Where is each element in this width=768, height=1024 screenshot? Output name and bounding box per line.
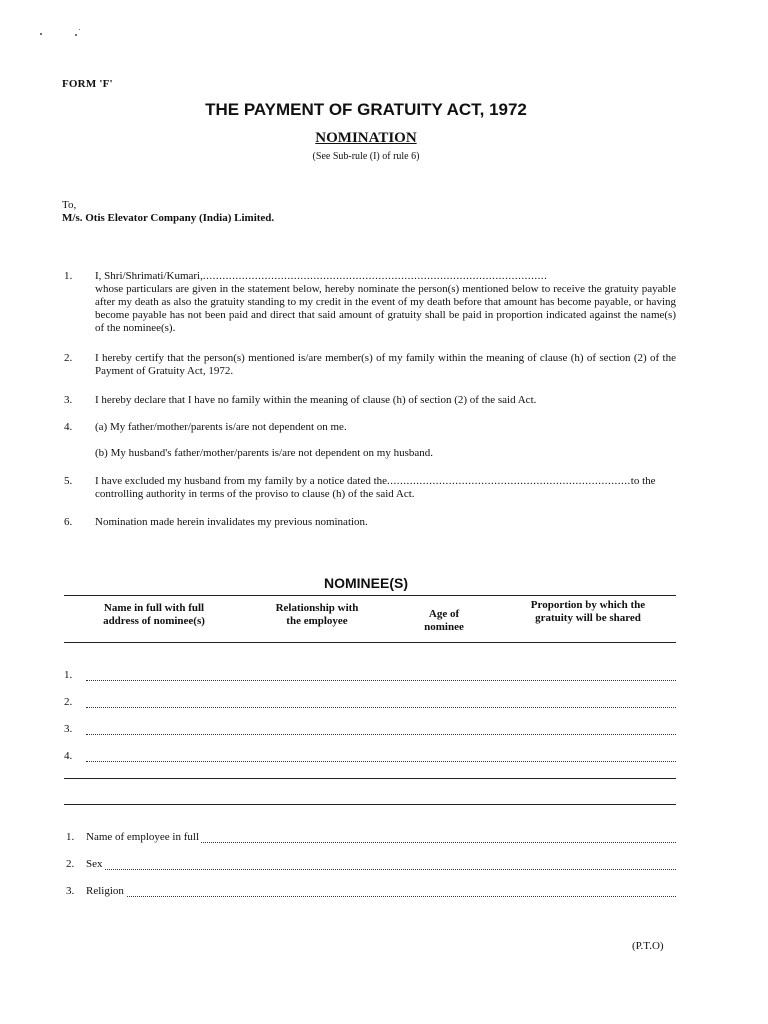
section-divider-rule	[64, 804, 676, 805]
clause-text: controlling authority in terms of the proviso to clause (h) of the said Act.	[95, 488, 415, 500]
clause-number: 4.	[64, 421, 73, 433]
clause-text: whose particulars are given in the statement below, hereby nominate the person(s) mentioned below to receive the gratuity payable after my death as also the gratuity standing to my credit in the event of my death before that amount has become payable, or having become payable has not been paid and direct that said amount of gratuity shall be paid in proportion indicated against the name(s) of the nominee(s).	[95, 283, 676, 334]
employee-name-row[interactable]	[62, 831, 676, 845]
employee-religion-row[interactable]	[62, 885, 676, 899]
clause-number: 1.	[64, 270, 73, 282]
row-number: 1.	[64, 669, 73, 681]
employee-name-label: Name of employee in full	[86, 831, 200, 843]
clause-5	[62, 475, 676, 501]
form-label: FORM 'F'	[62, 78, 113, 90]
row-number: 3.	[64, 723, 73, 735]
nominees-heading: NOMINEE(S)	[324, 575, 408, 591]
employee-sex-fill-line[interactable]	[86, 869, 676, 870]
clause-number: 3.	[64, 394, 73, 406]
clause-lead: I, Shri/Shrimati/Kumari,	[95, 270, 203, 282]
table-top-rule	[64, 595, 676, 596]
employee-sex-row[interactable]	[62, 858, 676, 872]
nomination-title: NOMINATION	[315, 130, 417, 146]
nominee-fill-line[interactable]	[86, 680, 676, 681]
clause-text: Nomination made herein invalidates my previous nomination.	[95, 516, 368, 528]
row-number: 4.	[64, 750, 73, 762]
clause-text: I hereby declare that I have no family within the meaning of clause (h) of section (2) of the said Act.	[95, 394, 537, 406]
nominee-row[interactable]	[62, 750, 676, 764]
clause-number: 6.	[64, 516, 73, 528]
table-header-rule	[64, 642, 676, 643]
column-header-age: Age of nominee	[424, 608, 464, 633]
nominee-row[interactable]	[62, 696, 676, 710]
clause-text-a: (a) My father/mother/parents is/are not dependent on me.	[95, 421, 347, 433]
column-header-relationship: Relationship with the employee	[275, 602, 359, 627]
nominee-fill-line[interactable]	[86, 707, 676, 708]
clause-4	[62, 421, 676, 460]
scan-speck	[75, 34, 77, 36]
row-number: 2.	[66, 858, 75, 870]
clause-text: I hereby certify that the person(s) mentioned is/are member(s) of my family within the meaning of clause (h) of section (2) of the Payment of Gratuity Act, 1972.	[95, 352, 676, 377]
row-number: 3.	[66, 885, 75, 897]
row-number: 2.	[64, 696, 73, 708]
nominee-fill-line[interactable]	[86, 761, 676, 762]
column-header-proportion: Proportion by which the gratuity will be shared	[530, 599, 646, 624]
nominee-row[interactable]	[62, 669, 676, 683]
row-number: 1.	[66, 831, 75, 843]
clause-1	[62, 270, 676, 335]
column-header-name: Name in full with full address of nominee(s)	[103, 602, 205, 627]
company-name: M/s. Otis Elevator Company (India) Limited.	[62, 212, 275, 224]
nominee-fill-line[interactable]	[86, 734, 676, 735]
clause-6	[62, 516, 676, 529]
employee-religion-label: Religion	[86, 885, 124, 897]
notice-date-dots[interactable]: ...........................................................................	[387, 475, 631, 487]
nomination-subtitle: (See Sub-rule (I) of rule 6)	[312, 151, 420, 162]
fill-in-dots[interactable]: ..........................................................................................................	[202, 270, 548, 282]
clause-3	[62, 394, 676, 407]
pto-label: (P.T.O)	[632, 940, 664, 952]
scan-speck	[40, 33, 42, 35]
employee-religion-fill-line[interactable]	[86, 896, 676, 897]
clause-text-b: (b) My husband's father/mother/parents is/are not dependent on my husband.	[95, 447, 434, 459]
scan-speck	[79, 29, 80, 30]
to-line: To,	[62, 199, 77, 211]
clause-2	[62, 352, 676, 378]
table-bottom-rule	[64, 778, 676, 779]
employee-sex-label: Sex	[86, 858, 103, 870]
clause-number: 5.	[64, 475, 73, 487]
clause-number: 2.	[64, 352, 73, 364]
act-title: THE PAYMENT OF GRATUITY ACT, 1972	[205, 100, 527, 119]
nominee-row[interactable]	[62, 723, 676, 737]
clause-tail: to the	[630, 475, 656, 487]
clause-lead: I have excluded my husband from my family by a notice dated the	[95, 475, 388, 487]
